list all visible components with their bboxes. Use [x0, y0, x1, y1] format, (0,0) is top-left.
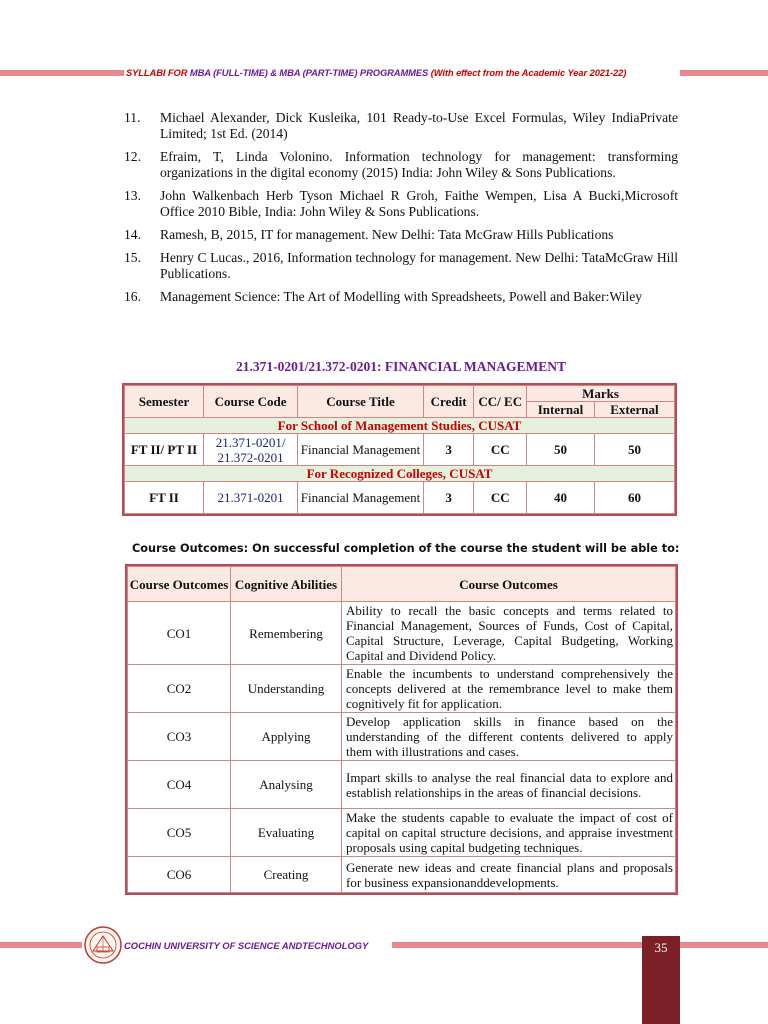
footer-rule-mid: [392, 942, 642, 948]
table-row: [128, 857, 676, 893]
table-row: [128, 665, 676, 713]
header-effect: (With effect from the Academic Year 2021-22): [430, 67, 627, 78]
cell-course-code: 21.371-0201/ 21.372-0201: [204, 434, 298, 466]
cell-co: CO4: [128, 761, 231, 809]
cell-co: CO1: [128, 602, 231, 665]
cell-credit: 3: [423, 434, 474, 466]
cell-outcome: Ability to recall the basic concepts and terms related to Financial Management, Sources of Funds, Cost of Capital, Capital Structure, Leverage, Capital Budgeting, Working Capital and Dividend Policy.: [342, 602, 676, 665]
course-table-header: [125, 386, 675, 402]
table-row: [128, 713, 676, 761]
cell-outcome: Develop application skills in finance based on the understanding of the different contents delivered to apply them with illustrations and cases.: [342, 713, 676, 761]
reference-text: Michael Alexander, Dick Kusleika, 101 Ready-to-Use Excel Formulas, Wiley IndiaPrivate Limited; 1st Ed. (2014): [160, 110, 678, 141]
cell-ability: Creating: [231, 857, 342, 893]
reference-text: Management Science: The Art of Modelling with Spreadsheets, Powell and Baker:Wiley: [160, 289, 643, 304]
cell-semester: FT II: [125, 482, 204, 514]
header-credit: Credit: [423, 386, 474, 418]
cell-cc: CC: [474, 482, 527, 514]
header-course-title: Course Title: [298, 386, 424, 418]
cell-ability: Understanding: [231, 665, 342, 713]
reference-item: [124, 227, 678, 243]
reference-item: [124, 149, 678, 181]
cell-co: CO3: [128, 713, 231, 761]
footer-rule-right: [680, 942, 768, 948]
cell-internal: 50: [527, 434, 595, 466]
header-internal: Internal: [527, 402, 595, 418]
reference-number: 12.: [124, 149, 141, 164]
page-number: 35: [654, 940, 668, 955]
table-row: [125, 482, 675, 514]
table-row: [128, 809, 676, 857]
reference-number: 11.: [124, 110, 141, 125]
cell-course-title: Financial Management: [298, 434, 424, 466]
cell-outcome: Make the students capable to evaluate the impact of cost of capital on capital structure decisions, and appraise investment proposals using capital budgeting techniques.: [342, 809, 676, 857]
table-row: [128, 761, 676, 809]
cell-co: CO5: [128, 809, 231, 857]
outcomes-heading: Course Outcomes: On successful completion of the course the student will be able to:: [132, 542, 680, 555]
header-semester: Semester: [125, 386, 204, 418]
header-outcome: Course Outcomes: [342, 567, 676, 602]
reference-text: Henry C Lucas., 2016, Information technology for management. New Delhi: TataMcGraw Hill Publications.: [160, 250, 678, 281]
table-row: [128, 602, 676, 665]
group-label-school: For School of Management Studies, CUSAT: [125, 418, 675, 434]
university-seal-icon: [83, 925, 123, 965]
cell-outcome: Impart skills to analyse the real financial data to explore and establish relationships in the areas of financial decisions.: [342, 761, 676, 809]
cell-internal: 40: [527, 482, 595, 514]
reference-number: 15.: [124, 250, 141, 265]
cell-cc: CC: [474, 434, 527, 466]
reference-item: [124, 289, 678, 305]
course-table: [122, 383, 677, 516]
cell-ability: Evaluating: [231, 809, 342, 857]
cell-outcome: Generate new ideas and create financial plans and proposals for business expansionanddevelopments.: [342, 857, 676, 893]
cell-course-title: Financial Management: [298, 482, 424, 514]
reference-text: Efraim, T, Linda Volonino. Information technology for management: transforming organizations in the digital economy (2015) India: John Wiley & Sons Publications.: [160, 149, 678, 180]
cell-credit: 3: [423, 482, 474, 514]
cell-external: 50: [594, 434, 674, 466]
running-header: [126, 67, 678, 78]
header-marks: Marks: [527, 386, 675, 402]
cell-ability: Analysing: [231, 761, 342, 809]
cell-ability: Applying: [231, 713, 342, 761]
reference-item: [124, 110, 678, 142]
table-row: [125, 434, 675, 466]
footer-rule-left: [0, 942, 82, 948]
header-co: Course Outcomes: [128, 567, 231, 602]
reference-list: [124, 110, 678, 312]
group-label-colleges: For Recognized Colleges, CUSAT: [125, 466, 675, 482]
header-rule-right: [680, 70, 768, 76]
outcomes-table: [125, 564, 678, 895]
cell-ability: Remembering: [231, 602, 342, 665]
cell-semester: FT II/ PT II: [125, 434, 204, 466]
header-course-code: Course Code: [204, 386, 298, 418]
cell-co: CO2: [128, 665, 231, 713]
reference-number: 16.: [124, 289, 141, 304]
reference-item: [124, 250, 678, 282]
reference-item: [124, 188, 678, 220]
reference-text: John Walkenbach Herb Tyson Michael R Groh, Faithe Wempen, Lisa A Bucki,Microsoft Office 2010 Bible, India: John Wiley & Sons Publications.: [160, 188, 678, 219]
header-external: External: [594, 402, 674, 418]
reference-number: 13.: [124, 188, 141, 203]
footer-university: COCHIN UNIVERSITY OF SCIENCE ANDTECHNOLOGY: [124, 940, 369, 951]
group-row: [125, 466, 675, 482]
header-syllabi: SYLLABI FOR: [126, 67, 188, 78]
header-rule-left: [0, 70, 124, 76]
reference-number: 14.: [124, 227, 141, 242]
cell-course-code: 21.371-0201: [204, 482, 298, 514]
cell-outcome: Enable the incumbents to understand comprehensively the concepts delivered at the remembrance level to make them cognitively fit for application.: [342, 665, 676, 713]
header-cc-ec: CC/ EC: [474, 386, 527, 418]
header-programmes: MBA (FULL-TIME) & MBA (PART-TIME) PROGRAMMES: [189, 67, 429, 78]
group-row: [125, 418, 675, 434]
cell-co: CO6: [128, 857, 231, 893]
outcomes-table-header: [128, 567, 676, 602]
cell-external: 60: [594, 482, 674, 514]
reference-text: Ramesh, B, 2015, IT for management. New Delhi: Tata McGraw Hills Publications: [160, 227, 614, 242]
header-cognitive: Cognitive Abilities: [231, 567, 342, 602]
section-title: 21.371-0201/21.372-0201: FINANCIAL MANAGEMENT: [236, 359, 566, 374]
